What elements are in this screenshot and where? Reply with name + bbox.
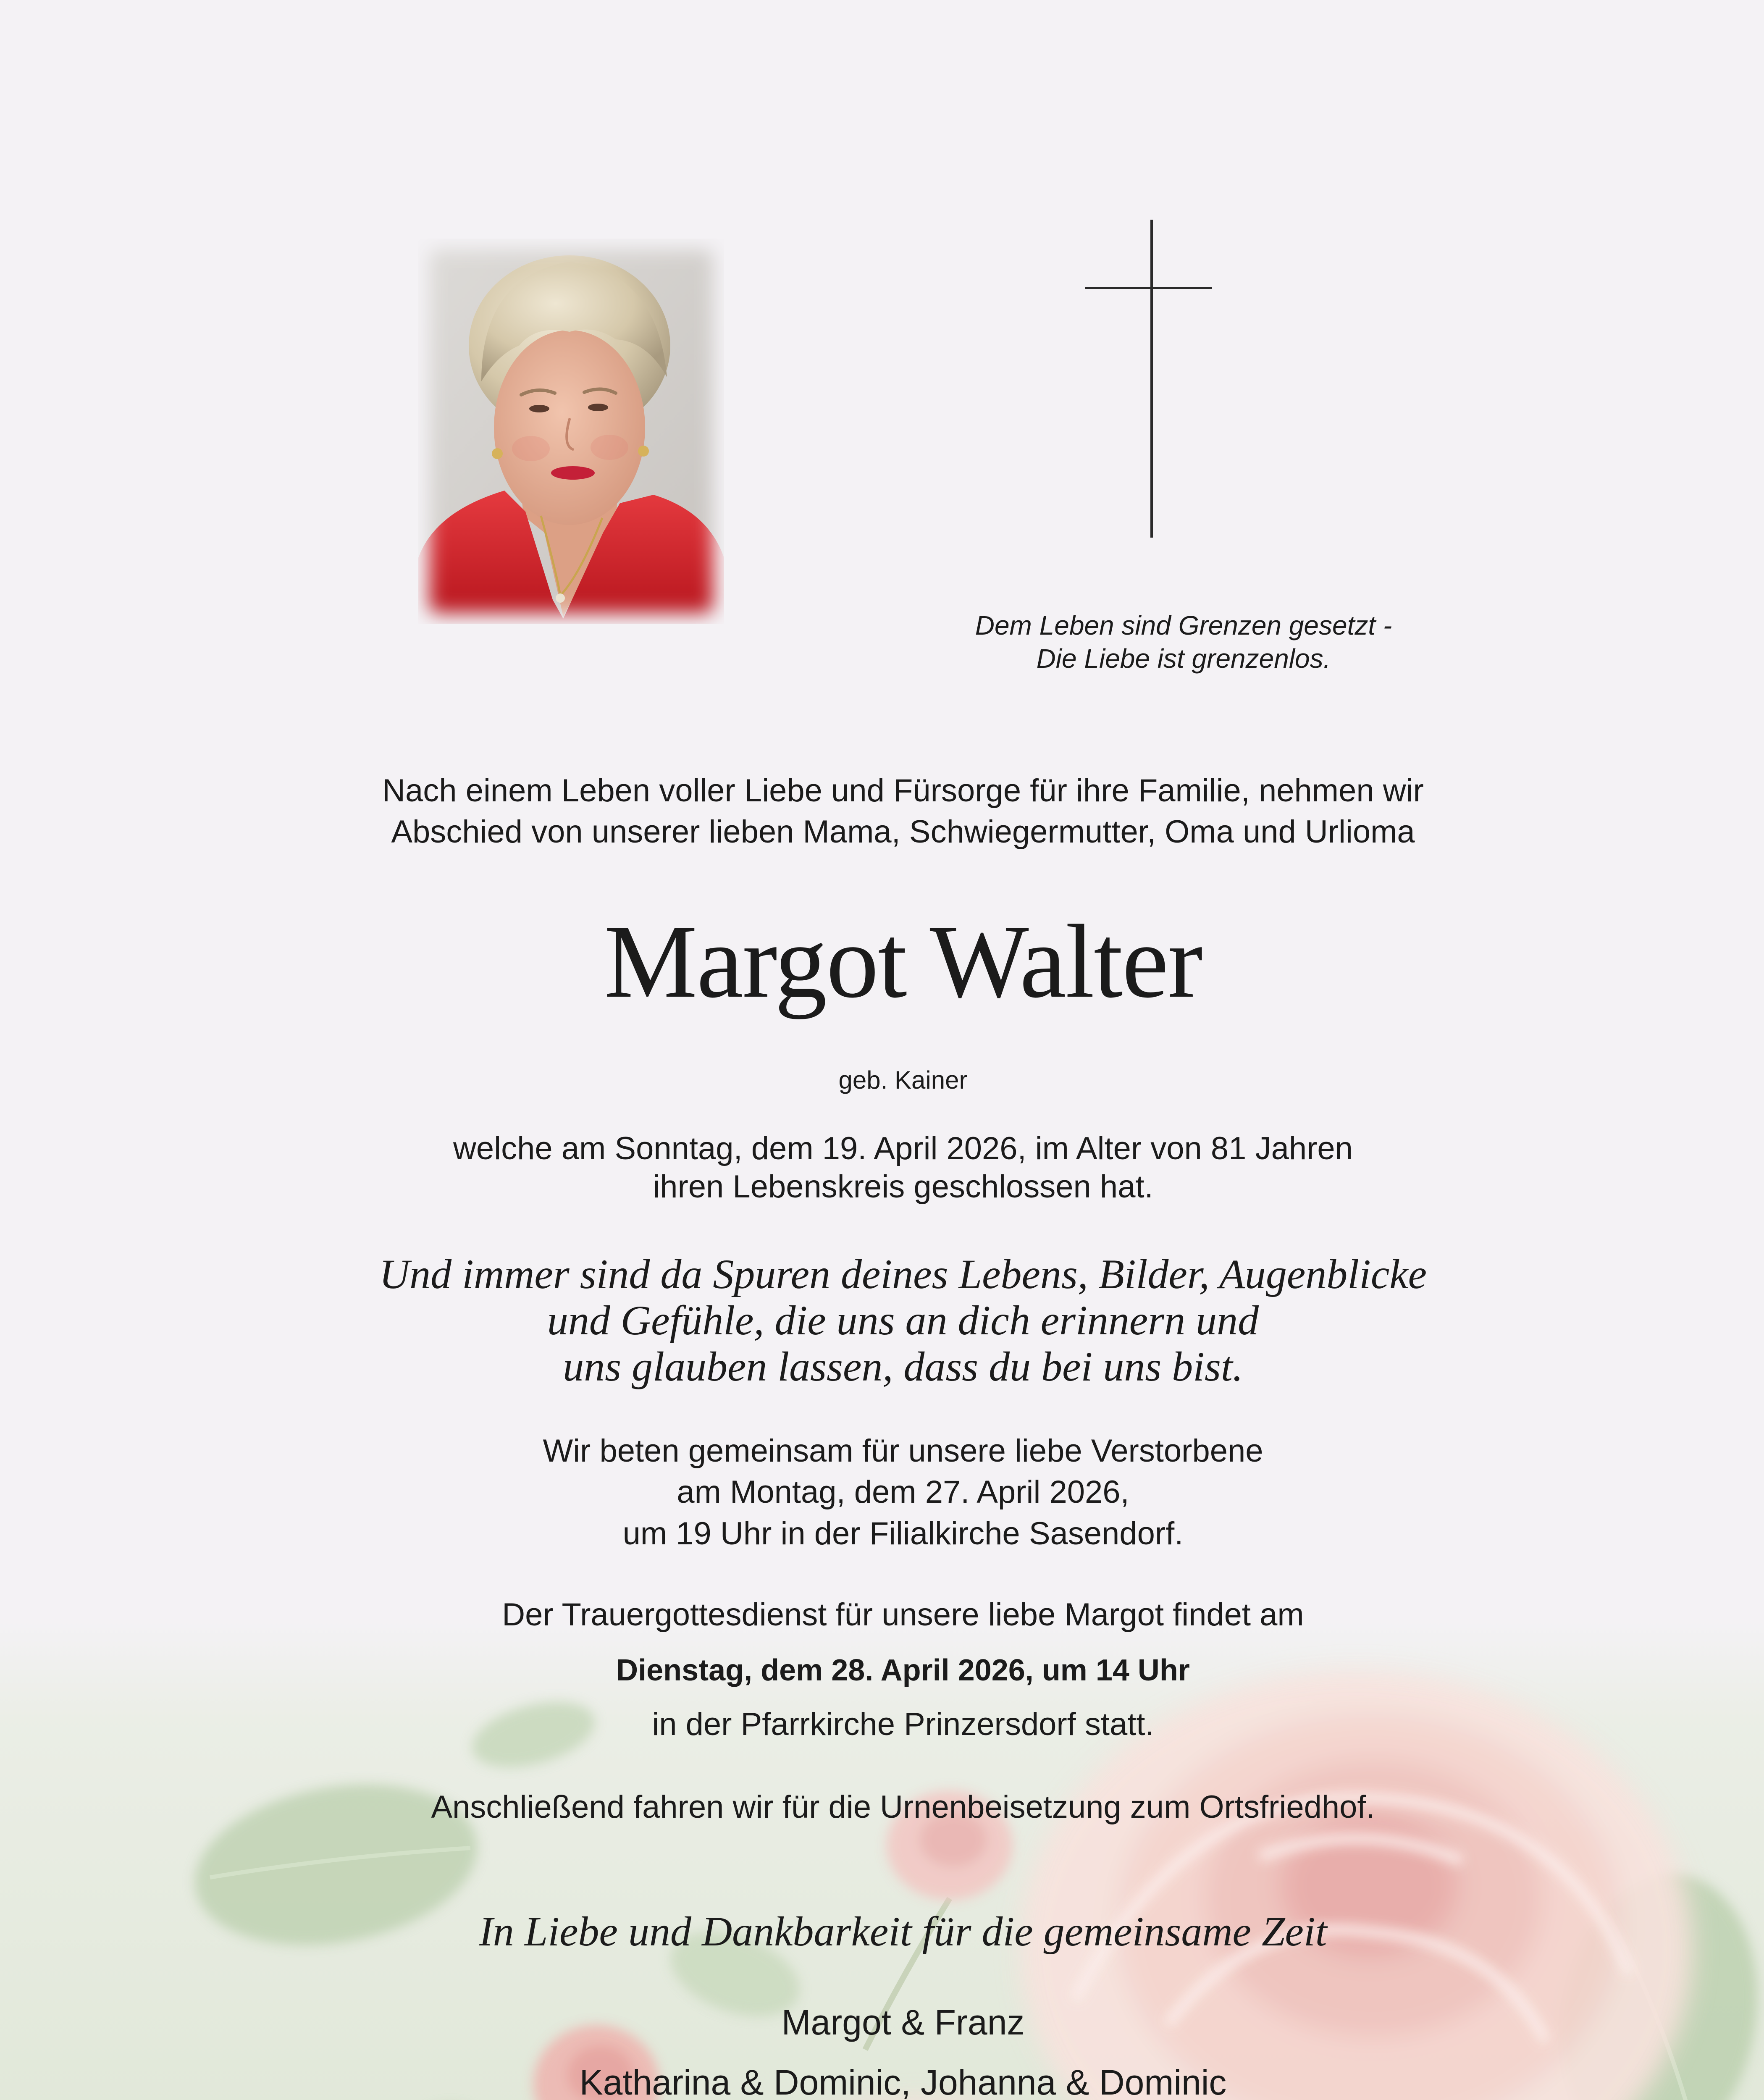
- poem-line: Und immer sind da Spuren deines Lebens, Bilder, Augenblicke: [379, 1251, 1427, 1297]
- death-notice-line: ihren Lebenskreis geschlossen hat.: [653, 1169, 1153, 1205]
- cross-vertical-bar: [1150, 220, 1153, 538]
- poem-line: uns glauben lassen, dass du bei uns bist.: [563, 1343, 1243, 1390]
- prayer-line: Wir beten gemeinsam für unsere liebe Verstorbene: [543, 1433, 1263, 1469]
- portrait-photo: [418, 239, 724, 624]
- intro-line: Nach einem Leben voller Liebe und Fürsorge für ihre Familie, nehmen wir: [382, 773, 1424, 808]
- mourner-line: Katharina & Dominic, Johanna & Dominic: [579, 2063, 1227, 2100]
- quote-line: Dem Leben sind Grenzen gesetzt -: [975, 610, 1392, 640]
- intro-line: Abschied von unserer lieben Mama, Schwiegermutter, Oma und Urlioma: [391, 814, 1415, 850]
- mourner-line: Margot & Franz: [781, 2003, 1025, 2042]
- cross-horizontal-bar: [1085, 287, 1212, 289]
- poem-line: und Gefühle, die uns an dich erinnern und: [547, 1297, 1259, 1344]
- quote-line: Die Liebe ist grenzenlos.: [1036, 643, 1331, 674]
- death-notice-line: welche am Sonntag, dem 19. April 2026, im Alter von 81 Jahren: [453, 1131, 1353, 1166]
- service-line: in der Pfarrkirche Prinzersdorf statt.: [652, 1706, 1154, 1742]
- prayer-line: am Montag, dem 27. April 2026,: [677, 1474, 1129, 1510]
- deceased-name: Margot Walter: [604, 903, 1202, 1020]
- prayer-line: um 19 Uhr in der Filialkirche Sasendorf.: [622, 1516, 1184, 1551]
- service-date: Dienstag, dem 28. April 2026, um 14 Uhr: [616, 1654, 1190, 1687]
- service-line: Der Trauergottesdienst für unsere liebe Margot findet am: [502, 1597, 1304, 1633]
- burial-line: Anschließend fahren wir für die Urnenbeisetzung zum Ortsfriedhof.: [431, 1789, 1375, 1825]
- cross-icon: [1079, 218, 1218, 540]
- closing-line: In Liebe und Dankbarkeit für die gemeinsame Zeit: [479, 1908, 1327, 1955]
- maiden-name: geb. Kainer: [838, 1066, 968, 1094]
